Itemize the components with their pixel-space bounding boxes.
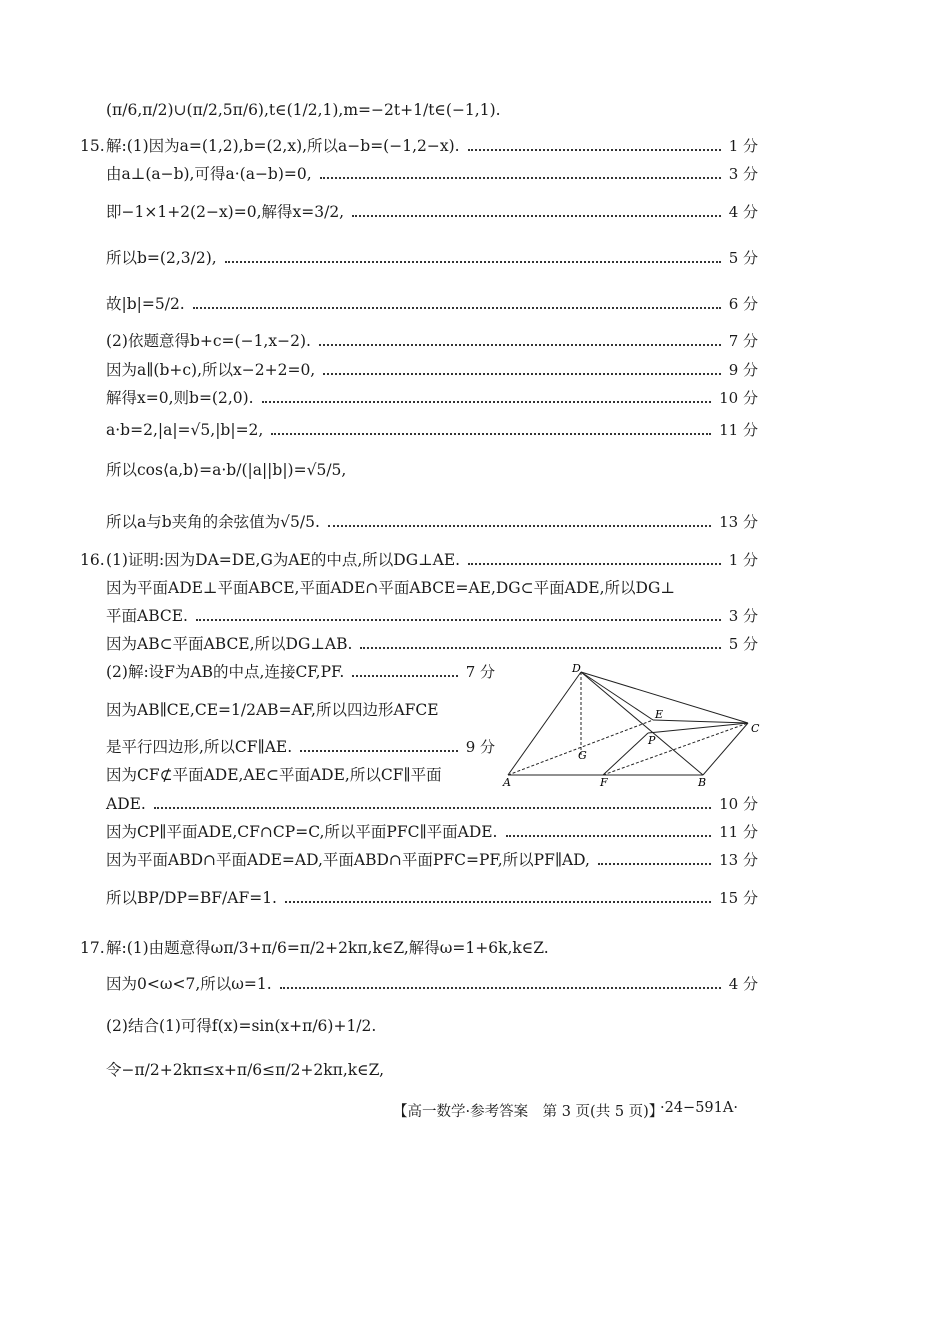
score: 9 分 <box>728 361 758 379</box>
label-P: P <box>648 734 656 747</box>
q15-line: 所以cos⟨a,b⟩=a·b/(|a||b|)=√5/5, <box>106 461 347 479</box>
q15-line: 故|b|=5/2. 6 分 <box>106 295 758 313</box>
leader-dots <box>280 985 721 989</box>
q15-line: a·b=2,|a|=√5,|b|=2, 11 分 <box>106 421 758 439</box>
score: 1 分 <box>728 551 758 569</box>
score: 15 分 <box>719 889 758 907</box>
q16-line: 因为AB∥CE,CE=1/2AB=AF,所以四边形AFCE <box>106 701 439 719</box>
continuation-line <box>106 100 758 120</box>
leader-dots <box>352 213 721 217</box>
q16-line: (2)解:设F为AB的中点,连接CF,PF. 7 分 <box>106 663 495 681</box>
score: 10 分 <box>719 389 758 407</box>
leader-dots <box>154 805 711 809</box>
label-D: D <box>572 662 581 675</box>
leader-dots <box>300 748 458 752</box>
score: 10 分 <box>719 795 758 813</box>
label-F: F <box>600 776 608 789</box>
q16-line: 是平行四边形,所以CF∥AE. 9 分 <box>106 738 495 756</box>
q16-line: 平面ABCE. 3 分 <box>106 607 758 625</box>
label-E: E <box>655 708 664 721</box>
edge-DE <box>581 672 653 720</box>
q16-line: (1)证明:因为DA=DE,G为AE的中点,所以DG⊥AE. 1 分 <box>106 551 758 569</box>
edge-FP <box>603 733 648 775</box>
score: 3 分 <box>728 165 758 183</box>
score: 5 分 <box>728 249 758 267</box>
q17-line: 解:(1)由题意得ωπ/3+π/6=π/2+2kπ,k∈Z,解得ω=1+6k,k∈Z. <box>106 939 549 957</box>
continuation-text: (π/6,π/2)∪(π/2,5π/6),t∈(1/2,1),m=−2t+1/t∈(−1,1). <box>106 101 501 119</box>
score: 7 分 <box>465 663 495 681</box>
label-A: A <box>503 776 511 789</box>
question-15-number: 15. <box>80 137 105 155</box>
leader-dots <box>323 371 720 375</box>
score: 3 分 <box>728 607 758 625</box>
score: 4 分 <box>728 975 758 993</box>
q17-line: (2)结合(1)可得f(x)=sin(x+π/6)+1/2. <box>106 1017 377 1035</box>
leader-dots <box>285 899 711 903</box>
score: 11 分 <box>719 823 758 841</box>
q17-line: 令−π/2+2kπ≤x+π/6≤π/2+2kπ,k∈Z, <box>106 1061 385 1079</box>
footer-title: 【高一数学·参考答案 第 3 页(共 5 页)】 <box>393 1104 664 1120</box>
edge-EC <box>653 720 748 723</box>
q15-line: 因为a∥(b+c),所以x−2+2=0, 9 分 <box>106 361 758 379</box>
leader-dots <box>193 305 721 309</box>
edge-AD <box>508 672 581 775</box>
score: 5 分 <box>728 635 758 653</box>
q17-line: 因为0<ω<7,所以ω=1. 4 分 <box>106 975 758 993</box>
leader-dots <box>598 861 711 865</box>
score: 6 分 <box>728 295 758 313</box>
q16-line: ADE. 10 分 <box>106 795 758 813</box>
leader-dots <box>319 342 721 346</box>
q16-line: 因为AB⊂平面ABCE,所以DG⊥AB. 5 分 <box>106 635 758 653</box>
q16-line: 因为平面ADE⊥平面ABCE,平面ADE∩平面ABCE=AE,DG⊂平面ADE,所以DG⊥ <box>106 579 675 597</box>
label-B: B <box>698 776 707 789</box>
score: 11 分 <box>719 421 758 439</box>
edge-FC-dashed <box>603 723 748 775</box>
edge-PC <box>648 723 748 733</box>
q15-line: 解得x=0,则b=(2,0). 10 分 <box>106 389 758 407</box>
leader-dots <box>468 561 721 565</box>
leader-dots <box>271 431 711 435</box>
footer-code: ·24−591A· <box>660 1100 738 1116</box>
leader-dots <box>506 833 712 837</box>
score: 4 分 <box>728 203 758 221</box>
question-16-number: 16. <box>80 551 105 569</box>
leader-dots <box>468 147 721 151</box>
q15-line: 所以a与b夹角的余弦值为√5/5. 13 分 <box>106 513 758 531</box>
q16-line: 因为CP∥平面ADE,CF∩CP=C,所以平面PFC∥平面ADE. 11 分 <box>106 823 758 841</box>
leader-dots <box>320 175 721 179</box>
edge-DC <box>581 672 748 723</box>
q16-line: 因为平面ABD∩平面ADE=AD,平面ABD∩平面PFC=PF,所以PF∥AD, 13 分 <box>106 851 758 869</box>
leader-dots <box>352 673 457 677</box>
q15-line: (2)依题意得b+c=(−1,x−2). 7 分 <box>106 332 758 350</box>
q16-line: 因为CF⊄平面ADE,AE⊂平面ADE,所以CF∥平面 <box>106 766 442 784</box>
question-17-number: 17. <box>80 939 105 957</box>
q16-line: 所以BP/DP=BF/AF=1. 15 分 <box>106 889 758 907</box>
q15-line: 解:(1)因为a=(1,2),b=(2,x),所以a−b=(−1,2−x). 1 分 <box>106 137 758 155</box>
score: 13 分 <box>719 513 758 531</box>
q15-line: 即−1×1+2(2−x)=0,解得x=3/2, 4 分 <box>106 203 758 221</box>
score: 1 分 <box>728 137 758 155</box>
label-C: C <box>751 722 760 735</box>
score: 7 分 <box>728 332 758 350</box>
label-G: G <box>578 749 587 762</box>
q15-line: 所以b=(2,3/2), 5 分 <box>106 249 758 267</box>
q15-line: 由a⊥(a−b),可得a·(a−b)=0, 3 分 <box>106 165 758 183</box>
leader-dots <box>262 399 712 403</box>
leader-dots <box>196 617 721 621</box>
score: 13 分 <box>719 851 758 869</box>
geometry-figure <box>498 660 763 790</box>
leader-dots <box>225 259 721 263</box>
leader-dots <box>360 645 720 649</box>
page-footer <box>0 1100 950 1124</box>
leader-dots <box>328 523 711 527</box>
edge-DB <box>581 672 703 775</box>
score: 9 分 <box>465 738 495 756</box>
